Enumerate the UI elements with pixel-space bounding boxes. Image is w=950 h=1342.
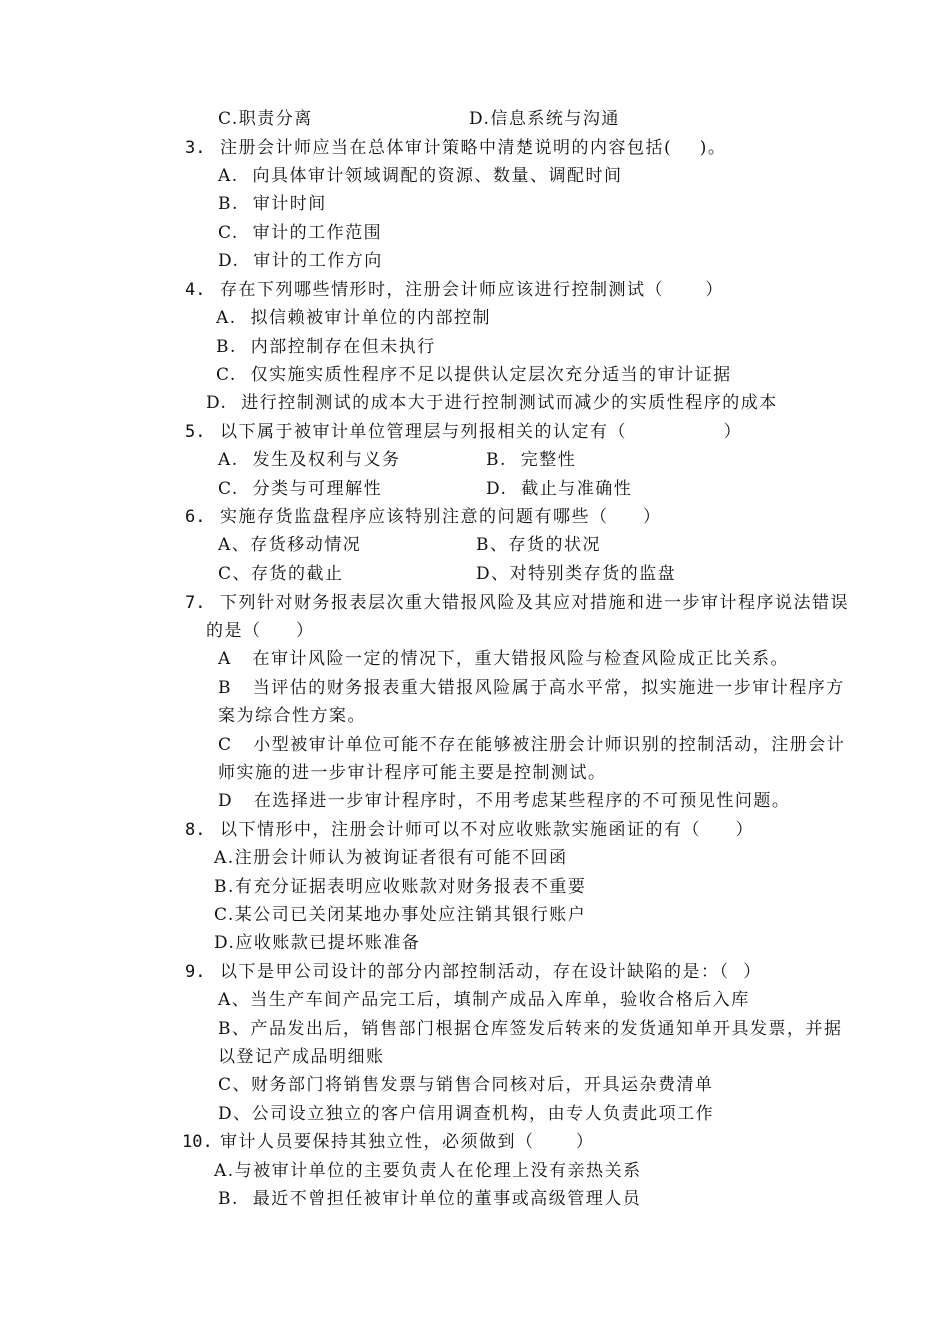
option-c-q7-cont: 师实施的进一步审计程序可能主要是控制测试。 — [218, 763, 607, 783]
question-6-text: 实施存货监盘程序应该特别注意的问题有哪些（ ） — [220, 507, 662, 527]
option-b-q3: B. 审计时间 — [218, 194, 327, 214]
option-a-q9: A、当生产车间产品完工后，填制产成品入库单，验收合格后入库 — [218, 990, 750, 1010]
option-a-q6: A、存货移动情况 — [218, 535, 362, 555]
option-d-q2: D.信息系统与沟通 — [469, 109, 620, 129]
question-number: 4. — [185, 280, 206, 300]
option-d-q8: D.应收账款已提坏账准备 — [214, 933, 421, 953]
option-b-q9: B、产品发出后，销售部门根据仓库签发后转来的发货通知单开具发票，并据 — [218, 1019, 843, 1039]
option-d-q4: D. 进行控制测试的成本大于进行控制测试而减少的实质性程序的成本 — [206, 393, 778, 413]
option-a-q10: A.与被审计单位的主要负责人在伦理上没有亲热关系 — [214, 1161, 642, 1181]
option-a-q7: A 在审计风险一定的情况下，重大错报风险与检查风险成正比关系。 — [218, 649, 789, 669]
question-5-text: 以下属于被审计单位管理层与列报相关的认定有（ ） — [220, 422, 743, 442]
question-number: 3. — [185, 138, 206, 158]
question-8-text: 以下情形中，注册会计师可以不对应收账款实施函证的有（ ） — [220, 820, 755, 840]
option-a-q3: A. 向具体审计领域调配的资源、数量、调配时间 — [218, 166, 623, 186]
option-b-q10: B. 最近不曾担任被审计单位的董事或高级管理人员 — [218, 1189, 642, 1209]
option-b-q7-cont: 案为综合性方案。 — [218, 706, 366, 726]
option-d-q3: D. 审计的工作方向 — [218, 251, 383, 271]
option-a-q4: A. 拟信赖被审计单位的内部控制 — [216, 308, 491, 328]
option-b-q9-cont: 以登记产成品明细账 — [218, 1047, 385, 1067]
question-number: 6. — [185, 507, 206, 527]
option-c-q9: C、财务部门将销售发票与销售合同核对后，开具运杂费清单 — [218, 1075, 714, 1095]
question-7-text-cont: 的是（ ） — [206, 621, 315, 641]
option-a-q5: A. 发生及权利与义务 — [218, 450, 401, 470]
option-c-q8: C.某公司已关闭某地办事处应注销其银行账户 — [214, 905, 587, 925]
question-7-text: 下列针对财务报表层次重大错报风险及其应对措施和进一步审计程序说法错误 — [220, 593, 849, 613]
option-c-q5: C. 分类与可理解性 — [218, 479, 383, 499]
question-3-text: 注册会计师应当在总体审计策略中清楚说明的内容包括( )。 — [220, 138, 727, 158]
option-b-q5: B. 完整性 — [486, 450, 577, 470]
option-b-q6: B、存货的状况 — [476, 535, 601, 555]
option-c-q3: C. 审计的工作范围 — [218, 223, 383, 243]
option-d-q6: D、对特别类存货的监盘 — [476, 564, 677, 584]
option-b-q8: B.有充分证据表明应收账款对财务报表不重要 — [214, 877, 587, 897]
option-c-q7: C 小型被审计单位可能不存在能够被注册会计师识别的控制活动，注册会计 — [218, 735, 846, 755]
question-number: 5. — [185, 422, 206, 442]
option-c-q4: C. 仅实施实质性程序不足以提供认定层次充分适当的审计证据 — [216, 365, 732, 385]
option-d-q5: D. 截止与准确性 — [486, 479, 633, 499]
option-a-q8: A.注册会计师认为被询证者很有可能不回函 — [214, 848, 568, 868]
question-number: 9. — [185, 962, 206, 982]
question-number: 7. — [185, 593, 206, 613]
option-b-q7: B 当评估的财务报表重大错报风险属于高水平常，拟实施进一步审计程序方 — [218, 678, 845, 698]
question-number: 10. — [182, 1132, 213, 1152]
question-10-text: 审计人员要保持其独立性，必须做到（ ） — [220, 1132, 595, 1152]
option-d-q7: D 在选择进一步审计程序时，不用考虑某些程序的不可预见性问题。 — [218, 791, 791, 811]
option-d-q9: D、公司设立独立的客户信用调查机构，由专人负责此项工作 — [218, 1104, 715, 1124]
question-9-text: 以下是甲公司设计的部分内部控制活动，存在设计缺陷的是：（ ） — [220, 962, 762, 982]
question-number: 8. — [185, 820, 206, 840]
option-c-q2: C.职责分离 — [218, 109, 313, 129]
option-c-q6: C、存货的截止 — [218, 564, 344, 584]
option-b-q4: B. 内部控制存在但未执行 — [216, 337, 436, 357]
question-4-text: 存在下列哪些情形时，注册会计师应该进行控制测试（ ） — [220, 280, 724, 300]
